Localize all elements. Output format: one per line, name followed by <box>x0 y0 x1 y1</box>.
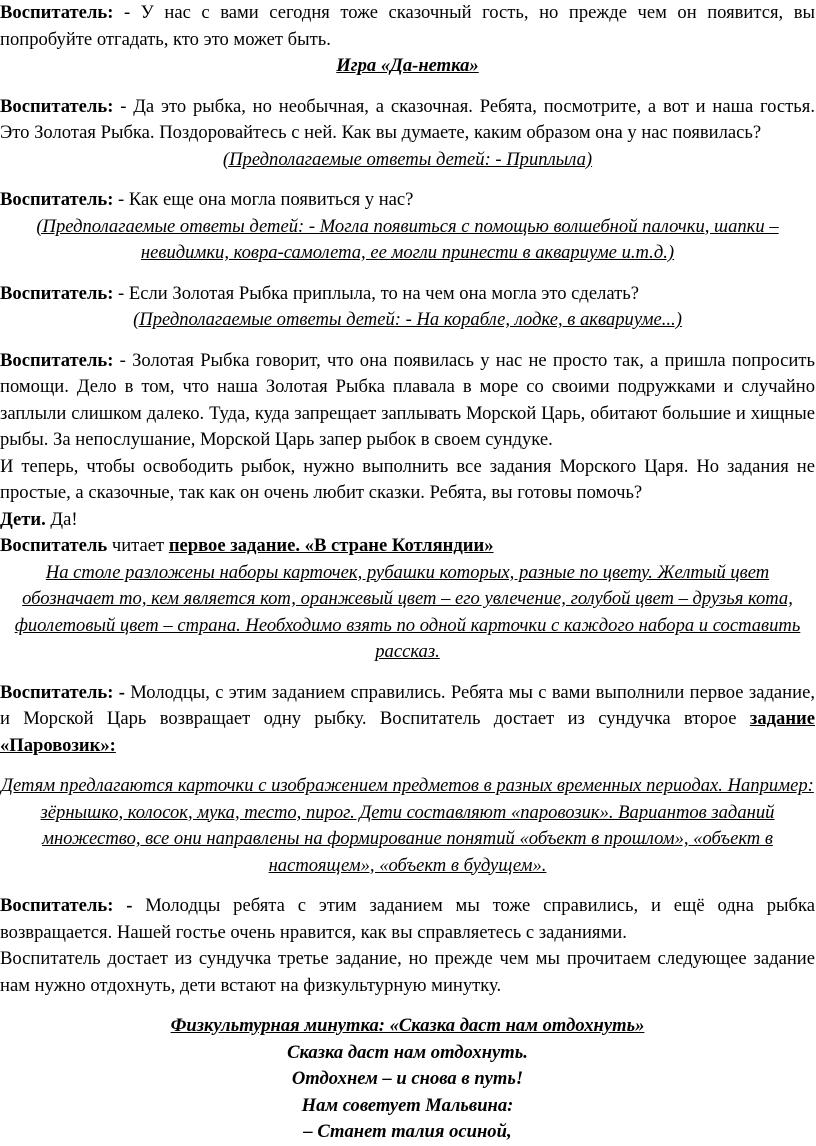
paragraph-story <box>0 348 815 454</box>
speaker-label: Воспитатель <box>0 535 108 556</box>
speaker-label: Воспитатель: <box>0 895 114 916</box>
paragraph-intro <box>0 0 815 53</box>
speaker-label: Воспитатель: <box>0 681 114 703</box>
paragraph-task2-done <box>0 893 815 946</box>
children-reply <box>0 507 815 534</box>
paragraph-guest <box>0 94 815 147</box>
expected-answer: (Предполагаемые ответы детей: - Могла появиться с помощью волшебной палочки, шапки – невидимки, ковра-самолета, ее могли принести в аквариуме и.т.д.) <box>36 215 779 263</box>
task-intro-text: читает <box>107 535 169 556</box>
speaker-label: Воспитатель: <box>0 95 114 117</box>
paragraph-question <box>0 187 815 214</box>
game-title: Игра «Да-нетка» <box>336 55 479 76</box>
paragraph-text: - Как еще она могла появиться у нас? <box>113 189 414 210</box>
speaker-label: Воспитатель: <box>0 2 114 23</box>
task1-description: На столе разложены наборы карточек, рубашки которых, разные по цвету. Желтый цвет обозначает то, кем является кот, оранжевый цвет – его увлечение, голубой цвет – друзья кота, фиолетовый цвет – страна. Необходимо взять по одной карточки с каждого набора и составить рассказ. <box>14 561 801 662</box>
paragraph-text: Молодцы, с этим заданием справились. Ребята мы с вами выполнили первое задание, и Морской Царь возвращает одну рыбку. Воспитатель достает из сундучка второе <box>0 681 815 729</box>
paragraph-question <box>0 281 815 308</box>
paragraph-task2 <box>0 680 815 760</box>
poem-line: Нам советует Мальвина: <box>301 1094 514 1116</box>
paragraph-break: Воспитатель достает из сундучка третье задание, но прежде чем мы прочитаем следующее задание нам нужно отдохнуть, дети встают на физкультурную минутку. <box>0 948 815 996</box>
task2-title: задание «Паровозик»: <box>0 708 815 756</box>
poem-line: Отдохнем – и снова в путь! <box>291 1068 524 1089</box>
task2-description: Детям предлагаются карточки с изображением предметов в разных временных периодах. Например: зёрнышко, колосок, мука, тесто, пирог. Дети составляют «паровозик». Вариантов заданий множество, все они направлены на формирование понятий «объект в прошлом», «объект в настоящем», «объект в будущем». <box>1 775 814 876</box>
speaker-label: Воспитатель: <box>0 282 114 304</box>
paragraph-text: - Да это рыбка, но необычная, а сказочная. Ребята, посмотрите, а вот и наша гостья. Это Золотая Рыбка. Поздоровайтесь с ней. Как вы думаете, каким образом она у нас появилась? <box>0 95 815 143</box>
task1-title: первое задание. «В стране Котляндии» <box>168 535 494 556</box>
reply-text: Да! <box>45 508 78 530</box>
speaker-label: Воспитатель: <box>0 189 114 210</box>
dash: - <box>113 895 146 916</box>
poem-line: Сказка даст нам отдохнуть. <box>287 1041 528 1063</box>
speaker-label: Воспитатель: <box>0 349 114 371</box>
poem-title: Физкультурная минутка: «Сказка даст нам отдохнуть» <box>170 1015 645 1036</box>
expected-answer: (Предполагаемые ответы детей: - На корабле, лодке, в аквариуме...) <box>133 309 682 330</box>
expected-answer: (Предполагаемые ответы детей: - Приплыла) <box>222 148 593 170</box>
poem-line: – Станет талия осиной, <box>303 1121 512 1142</box>
paragraph-text: - У нас с вами сегодня тоже сказочный гость, но прежде чем он появится, вы попробуйте отгадать, кто это может быть. <box>0 2 815 50</box>
paragraph-text: - Золотая Рыбка говорит, что она появилась у нас не просто так, а пришла попросить помощи. Дело в том, что наша Золотая Рыбка плавала в море со своими подружками и случайно заплыли слишком далеко. Туда, куда запрещает заплывать Морской Царь, обитают большие и хищные рыбы. За непослушание, Морской Царь запер рыбок в своем сундуке. <box>0 349 815 450</box>
dash: - <box>113 681 131 703</box>
paragraph-story-continued: И теперь, чтобы освободить рыбок, нужно выполнить все задания Морского Царя. Но задания не простые, а сказочные, так как он очень любит сказки. Ребята, вы готовы помочь? <box>0 455 815 503</box>
paragraph-text: - Если Золотая Рыбка приплыла, то на чем она могла это сделать? <box>113 282 640 304</box>
speaker-label: Дети. <box>0 508 46 530</box>
paragraph-text: Молодцы ребята с этим заданием мы тоже справились, и ещё одна рыбка возвращается. Нашей гостье очень нравится, как вы справляетесь с заданиями. <box>0 895 815 943</box>
task1-heading <box>0 533 815 560</box>
